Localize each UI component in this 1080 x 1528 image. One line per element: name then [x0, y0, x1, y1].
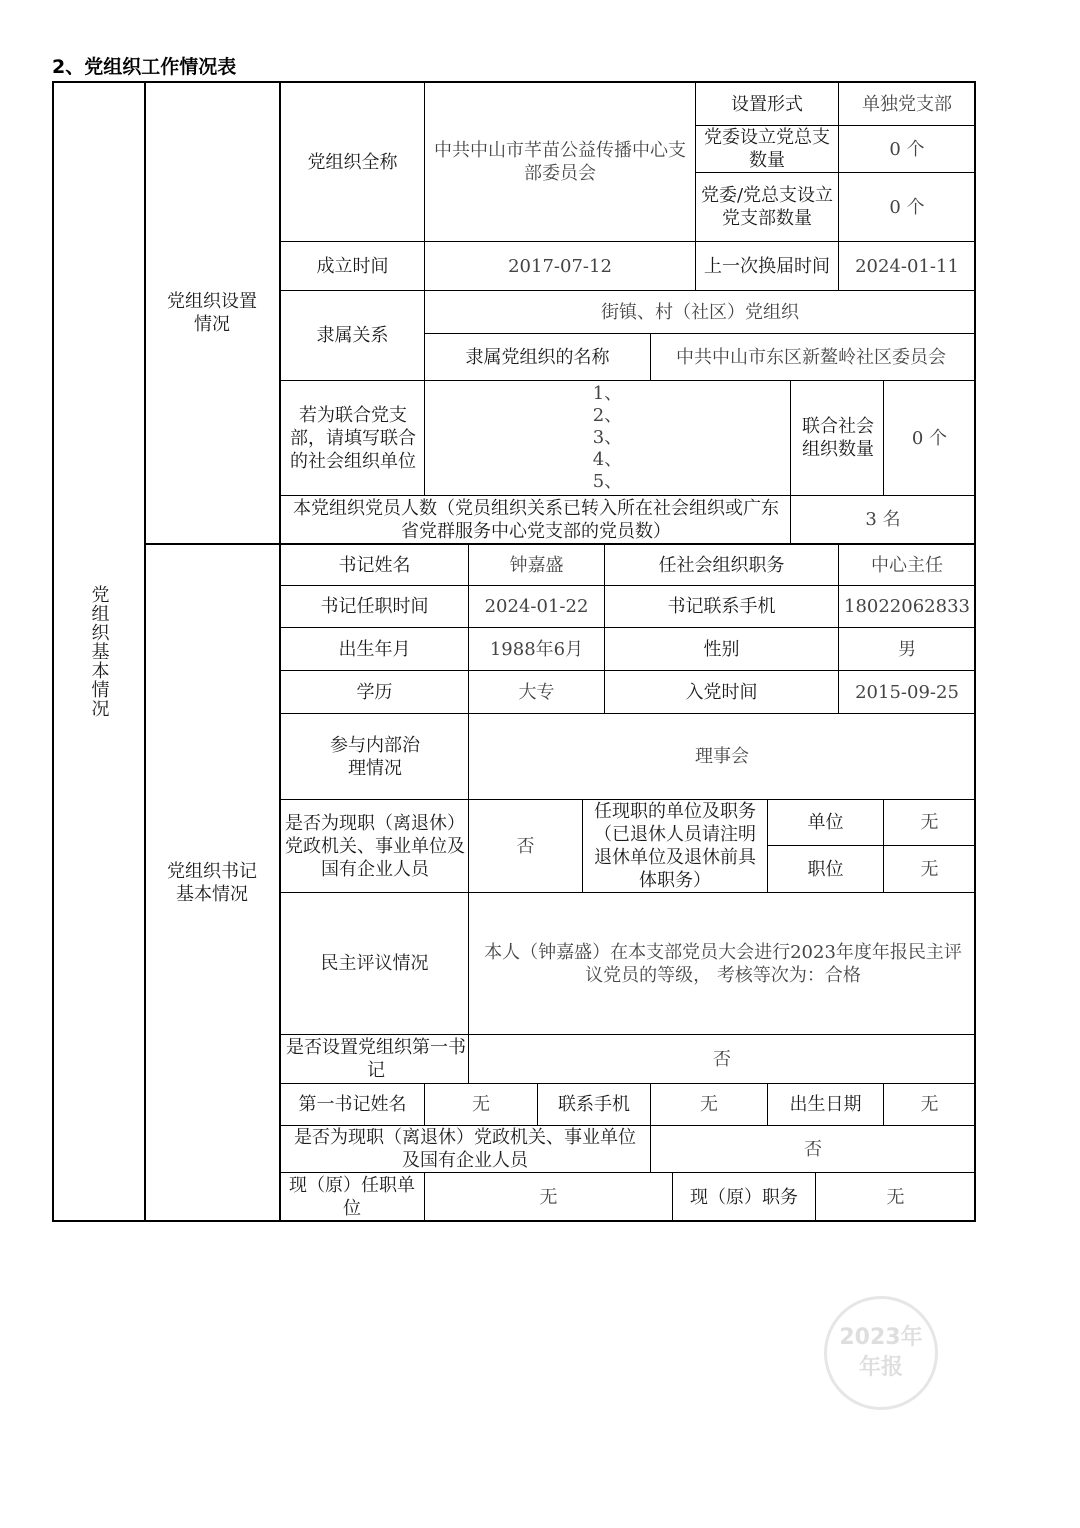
- setup-form-label: 设置形式: [731, 93, 803, 115]
- parent-name-label: 隶属党组织的名称: [465, 346, 610, 368]
- members-value: 3 名: [865, 509, 901, 530]
- setup-form-value: 单独党支部: [862, 93, 952, 115]
- first-secretary-q-value: 否: [713, 1048, 731, 1070]
- members-label: 本党组织党员人数（党员组织关系已转入所在社会组织或广东省党群服务中心党支部的党员数）: [293, 497, 779, 542]
- current-unit-label: 现（原）任职单位: [289, 1175, 415, 1219]
- joint-count-label: 联合社会组织数量: [802, 416, 874, 460]
- first-sec-phone-value: 无: [700, 1094, 718, 1115]
- org-setup-header: 党组织设置情况: [167, 291, 257, 335]
- joint-orgs-label: 若为联合党支部，请填写联合的社会组织单位: [290, 404, 416, 472]
- first-sec-official-label: 是否为现职（离退休）党政机关、事业单位及国有企业人员: [294, 1127, 636, 1171]
- branch-count-label: 党委/党总支设立党支部数量: [700, 185, 834, 229]
- first-sec-official-value: 否: [804, 1138, 822, 1160]
- first-sec-phone-label: 联系手机: [558, 1094, 630, 1115]
- founded-value: 2017-07-12: [508, 255, 612, 277]
- joint-item: 4、: [592, 449, 623, 470]
- sec-name-label: 书记姓名: [338, 554, 411, 576]
- first-sec-name-label: 第一书记姓名: [298, 1094, 407, 1115]
- general-branch-value: 0 个: [889, 138, 925, 160]
- first-sec-birth-label: 出生日期: [789, 1094, 862, 1115]
- current-post-label: 现（原）职务: [690, 1186, 798, 1208]
- sec-join-label: 入党时间: [685, 681, 758, 703]
- secretary-header: 党组织书记基本情况: [167, 860, 257, 905]
- review-label: 民主评议情况: [320, 953, 429, 974]
- founded-label: 成立时间: [316, 255, 389, 277]
- first-secretary-q-label: 是否设置党组织第一书记: [286, 1037, 466, 1081]
- first-sec-name-value: 无: [472, 1094, 490, 1115]
- first-sec-birth-value: 无: [920, 1094, 939, 1115]
- sec-phone-value: 18022062833: [844, 596, 970, 617]
- basic-info-header: 党组织基本情况: [88, 585, 110, 718]
- sec-phone-label: 书记联系手机: [667, 596, 776, 617]
- unit-label: 单位: [807, 812, 844, 833]
- general-branch-label: 党委设立党总支数量: [704, 127, 830, 171]
- official-status-label: 是否为现职（离退休）党政机关、事业单位及国有企业人员: [285, 812, 465, 880]
- joint-item: 3、: [592, 427, 623, 448]
- sec-role-label: 任社会组织职务: [658, 554, 785, 576]
- stamp-label: 年报: [858, 1355, 903, 1380]
- annual-report-stamp: [824, 1296, 938, 1410]
- unit-value: 无: [920, 812, 939, 833]
- governance-label: 参与内部治理情况: [330, 734, 420, 779]
- joint-item: 2、: [592, 405, 623, 426]
- org-fullname-label: 党组织全称: [307, 151, 398, 173]
- sec-gender-value: 男: [898, 638, 916, 660]
- sec-tenure-value: 2024-01-22: [484, 596, 589, 617]
- sec-role-value: 中心主任: [871, 554, 943, 576]
- last-election-value: 2024-01-11: [855, 255, 959, 277]
- stamp-year: 2023年: [839, 1325, 923, 1350]
- affiliation-value: 街镇、村（社区）党组织: [601, 301, 799, 323]
- sec-tenure-label: 书记任职时间: [320, 596, 429, 617]
- current-post-value: 无: [886, 1186, 905, 1208]
- review-value: 本人（钟嘉盛）在本支部党员大会进行2023年度年报民主评议党员的等级， 考核等次为：合格: [484, 941, 962, 986]
- joint-orgs-list: [425, 381, 790, 495]
- sec-join-value: 2015-09-25: [855, 681, 959, 703]
- last-election-label: 上一次换届时间: [704, 255, 830, 277]
- sec-gender-label: 性别: [703, 638, 740, 660]
- section-title: 2、党组织工作情况表: [52, 56, 237, 78]
- joint-item: 5、: [592, 471, 623, 492]
- affiliation-label: 隶属关系: [316, 325, 389, 346]
- official-status-value: 否: [516, 835, 535, 857]
- position-value: 无: [920, 858, 939, 880]
- org-fullname-value: 中共中山市芊苗公益传播中心支部委员会: [434, 140, 686, 184]
- sec-birth-value: 1988年6月: [489, 638, 584, 660]
- parent-name-value: 中共中山市东区新鳌岭社区委员会: [676, 346, 946, 368]
- sec-edu-label: 学历: [356, 681, 393, 703]
- joint-item: 1、: [592, 383, 623, 404]
- position-label: 职位: [807, 858, 844, 880]
- current-post-desc-label: 任现职的单位及职务（已退休人员请注明退休单位及退休前具体职务）: [594, 801, 756, 891]
- current-unit-value: 无: [539, 1186, 558, 1208]
- sec-name-value: 钟嘉盛: [509, 554, 564, 576]
- joint-count-value: 0 个: [911, 427, 948, 449]
- sec-edu-value: 大专: [518, 681, 555, 703]
- governance-value: 理事会: [695, 746, 749, 767]
- branch-count-value: 0 个: [889, 196, 925, 218]
- sec-birth-label: 出生年月: [338, 638, 411, 660]
